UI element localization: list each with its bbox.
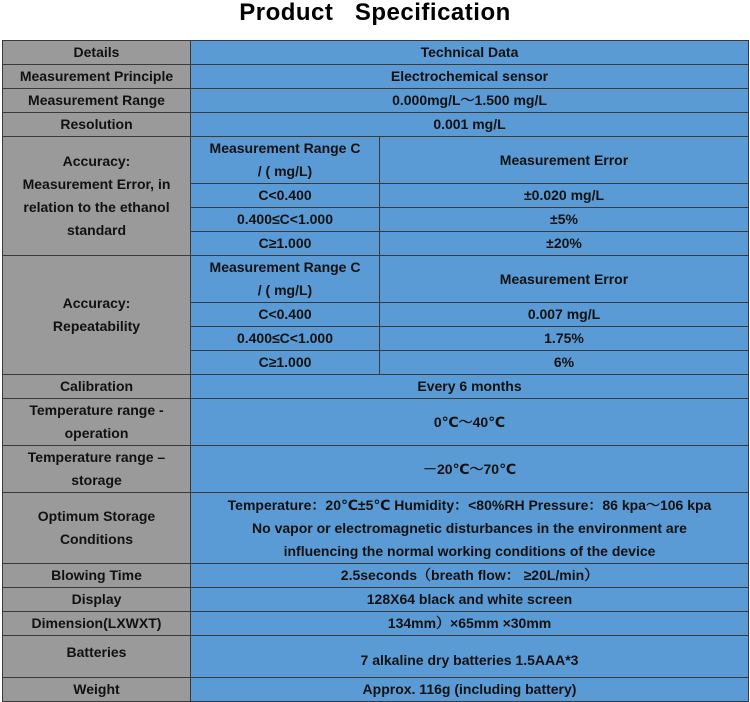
range-header-line: Measurement Range C <box>209 259 361 275</box>
table-row <box>3 564 749 588</box>
temp-storage-label <box>3 446 191 493</box>
display-label: Display <box>3 588 191 612</box>
batteries-value: 7 alkaline dry batteries 1.5AAA*3 <box>191 636 749 678</box>
accuracy-error-value-cell: ±20% <box>380 232 749 256</box>
table-row <box>3 588 749 612</box>
table-row <box>3 89 749 113</box>
temp-operation-label-line: Temperature range - <box>29 402 164 418</box>
table-row <box>3 256 749 303</box>
accuracy-error-label-line: Accuracy: <box>62 153 131 169</box>
table-row <box>3 446 749 493</box>
range-header-line: / ( mg/L) <box>257 163 313 179</box>
accuracy-repeatability-range-cell: C<0.400 <box>191 303 380 327</box>
optimum-storage-label-line: Conditions <box>59 531 134 547</box>
accuracy-repeatability-error-header: Measurement Error <box>380 256 749 303</box>
temp-operation-label <box>3 399 191 446</box>
resolution-value: 0.001 mg/L <box>191 113 749 137</box>
table-row <box>3 678 749 702</box>
table-row <box>3 65 749 89</box>
calibration-label: Calibration <box>3 375 191 399</box>
optimum-storage-value <box>191 493 749 564</box>
accuracy-repeatability-range-cell: C≥1.000 <box>191 351 380 375</box>
table-row <box>3 612 749 636</box>
measurement-range-value: 0.000mg/L～1.500 mg/L <box>191 89 749 113</box>
accuracy-repeatability-value-cell: 6% <box>380 351 749 375</box>
resolution-label: Resolution <box>3 113 191 137</box>
display-value: 128X64 black and white screen <box>191 588 749 612</box>
blowing-time-value: 2.5seconds（breath flow： ≥20L/min） <box>191 564 749 588</box>
accuracy-repeatability-range-header <box>191 256 380 303</box>
temp-storage-value: －20℃～70℃ <box>191 446 749 493</box>
temp-operation-value: 0℃～40℃ <box>191 399 749 446</box>
accuracy-error-range-cell: C≥1.000 <box>191 232 380 256</box>
dimension-label: Dimension(LXWXT) <box>3 612 191 636</box>
accuracy-error-range-header <box>191 137 380 184</box>
table-header-row <box>3 41 749 65</box>
accuracy-error-value-cell: ±5% <box>380 208 749 232</box>
accuracy-repeatability-label-line: Accuracy: <box>62 295 131 311</box>
accuracy-error-value-cell: ±0.020 mg/L <box>380 184 749 208</box>
accuracy-error-range-cell: C<0.400 <box>191 184 380 208</box>
optimum-storage-value-line: No vapor or electromagnetic disturbances in the environment are <box>252 519 687 536</box>
measurement-principle-value: Electrochemical sensor <box>191 65 749 89</box>
accuracy-repeatability-label <box>3 256 191 375</box>
page-title: Product Specification <box>239 0 511 26</box>
accuracy-repeatability-range-cell: 0.400≤C<1.000 <box>191 327 380 351</box>
table-row <box>3 493 749 564</box>
accuracy-error-error-header: Measurement Error <box>380 137 749 184</box>
technical-data-header: Technical Data <box>191 41 749 65</box>
accuracy-error-label-line: relation to the ethanol <box>23 199 170 215</box>
accuracy-error-label <box>3 137 191 256</box>
optimum-storage-value-line: Temperature：20℃±5℃ Humidity：<80%RH Pressure：86 kpa～106 kpa <box>227 496 712 513</box>
details-header: Details <box>3 41 191 65</box>
table-row <box>3 375 749 399</box>
table-row <box>3 137 749 184</box>
table-row <box>3 636 749 678</box>
weight-label: Weight <box>3 678 191 702</box>
temp-operation-label-line: operation <box>64 425 129 441</box>
temp-storage-label-line: storage <box>71 472 122 488</box>
batteries-label: Batteries <box>3 636 191 678</box>
optimum-storage-value-line: influencing the normal working conditions of the device <box>283 542 656 559</box>
range-header-line: Measurement Range C <box>209 140 361 156</box>
weight-value: Approx. 116g (including battery) <box>191 678 749 702</box>
accuracy-repeatability-value-cell: 0.007 mg/L <box>380 303 749 327</box>
temp-storage-label-line: Temperature range – <box>27 449 166 465</box>
table-row <box>3 113 749 137</box>
table-row <box>3 399 749 446</box>
range-header-line: / ( mg/L) <box>257 282 313 298</box>
accuracy-repeatability-label-line: Repeatability <box>52 318 141 334</box>
blowing-time-label: Blowing Time <box>3 564 191 588</box>
optimum-storage-label <box>3 493 191 564</box>
accuracy-error-label-line: Measurement Error, in <box>22 176 171 192</box>
optimum-storage-label-line: Optimum Storage <box>37 508 156 524</box>
accuracy-error-range-cell: 0.400≤C<1.000 <box>191 208 380 232</box>
accuracy-error-label-line: standard <box>66 222 127 238</box>
dimension-value: 134mm）×65mm ×30mm <box>191 612 749 636</box>
calibration-value: Every 6 months <box>191 375 749 399</box>
accuracy-repeatability-value-cell: 1.75% <box>380 327 749 351</box>
measurement-principle-label: Measurement Principle <box>3 65 191 89</box>
spec-table <box>2 40 749 702</box>
measurement-range-label: Measurement Range <box>3 89 191 113</box>
